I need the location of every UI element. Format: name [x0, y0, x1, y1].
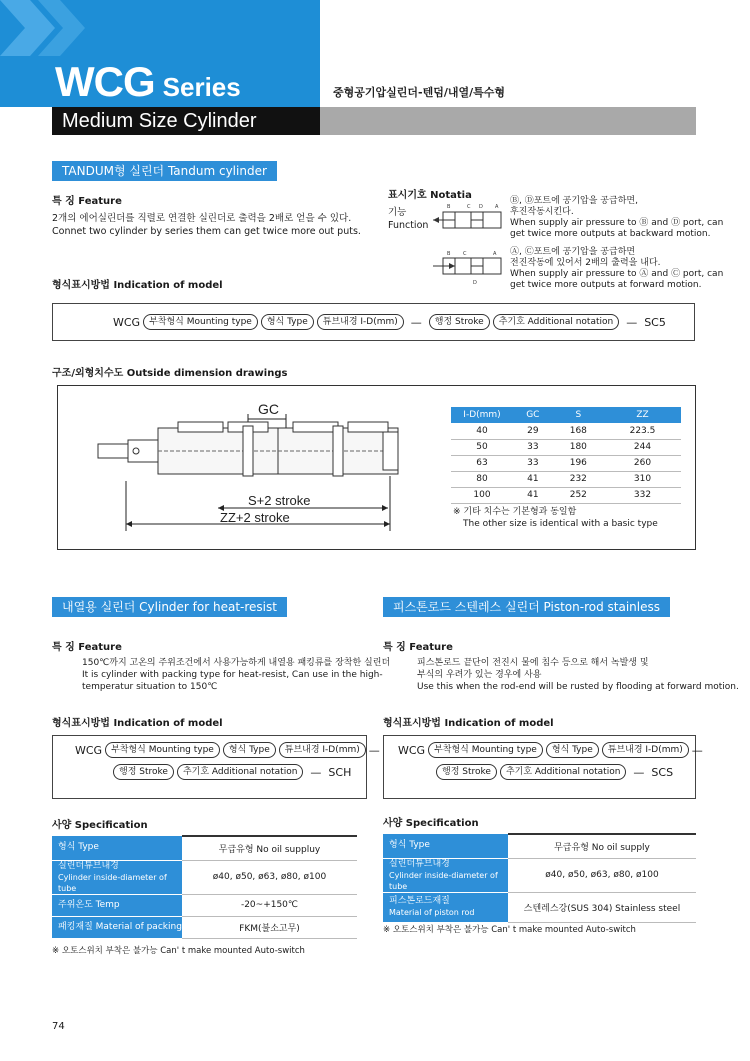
cylinder-drawing-icon	[58, 386, 448, 549]
heat-spec-label: 사양 Specification	[52, 820, 148, 831]
table-row	[451, 455, 681, 471]
stainless-model-box	[383, 735, 703, 799]
stainless-feature-text	[417, 657, 739, 693]
dimension-cell: 223.5	[604, 423, 681, 439]
dimension-cell: 50	[451, 439, 513, 455]
func2-line: When supply air pressure to Ⓐ and Ⓒ port, can	[510, 269, 724, 279]
dimension-header-cell: GC	[513, 407, 553, 423]
dimension-cell: 100	[451, 487, 513, 503]
outside-dimension-label: 구조/외형치수도 Outside dimension drawings	[52, 368, 288, 379]
symbol1-port-d: D	[479, 204, 483, 210]
tandum-feature-label: 특 징 Feature	[52, 196, 122, 207]
model-stroke-pill: 행정 Stroke	[429, 314, 490, 330]
model-suffix: SCH	[328, 765, 352, 779]
function-backward-text	[510, 196, 723, 240]
heat-model-line-2	[113, 764, 366, 780]
dimension-note-en: The other size is identical with a basic type	[463, 519, 658, 529]
spec-value: -20~+150℃	[182, 894, 357, 916]
subtitle-korean: 중형공기압실린더-텐덤/내열/특수형	[333, 86, 505, 99]
model-dash: —	[626, 315, 638, 329]
dimension-cell: 40	[451, 423, 513, 439]
model-type-pill: 형식 Type	[223, 742, 276, 758]
model-stroke-pill: 행정 Stroke	[436, 764, 497, 780]
spec-key: 형식 Type	[383, 834, 508, 858]
dimension-table	[451, 407, 681, 504]
symbol2-port-a: A	[493, 251, 497, 257]
table-row	[52, 894, 357, 916]
dimension-cell: 63	[451, 455, 513, 471]
stainless-feature-label: 특 징 Feature	[383, 642, 453, 653]
tandum-indication-label: 형식표시방법 Indication of model	[52, 280, 223, 291]
header-gray-bar	[320, 107, 696, 135]
model-dash: —	[368, 743, 380, 757]
stainless-feature-line: 피스톤로드 끝단이 전진시 물에 침수 등으로 해서 녹발생 및	[417, 658, 649, 668]
table-row	[52, 860, 357, 894]
series-title-suffix: Series	[162, 72, 241, 102]
header-banner	[0, 0, 320, 107]
tandum-model-line	[113, 314, 666, 330]
series-title	[55, 58, 241, 106]
dimension-cell: 41	[513, 471, 553, 487]
spec-key: 피스톤로드재질 Material of piston rod	[383, 892, 508, 922]
table-row	[52, 916, 357, 938]
stainless-spec-label: 사양 Specification	[383, 818, 479, 829]
symbol2-port-d: D	[473, 280, 477, 286]
table-row	[383, 834, 696, 858]
spec-key: 주위온도 Temp	[52, 894, 182, 916]
function-forward-text	[510, 247, 723, 291]
table-row	[383, 892, 696, 922]
spec-key: 실린더튜브내경 Cylinder inside-diameter of tube	[52, 860, 182, 894]
model-bore-pill: 튜브내경 I-D(mm)	[317, 314, 404, 330]
spec-key: 실린더튜브내경 Cylinder inside-diameter of tube	[383, 858, 508, 892]
heat-note: ※ 오토스위치 부착은 불가능 Can' t make mounted Auto-switch	[52, 946, 305, 956]
model-dash: —	[633, 765, 645, 779]
stainless-note: ※ 오토스위치 부착은 불가능 Can' t make mounted Auto-switch	[383, 925, 636, 935]
table-row	[451, 471, 681, 487]
symbol1-port-c: C	[467, 204, 471, 210]
dimension-cell: 33	[513, 455, 553, 471]
table-row	[451, 439, 681, 455]
symbol1-port-b: B	[447, 204, 451, 210]
model-bore-pill: 튜브내경 I-D(mm)	[602, 742, 689, 758]
model-dash: —	[410, 315, 422, 329]
model-additional-pill: 추기호 Additional notation	[493, 314, 619, 330]
model-dash: —	[691, 743, 703, 757]
spec-value: 스텐레스강(SUS 304) Stainless steel	[508, 892, 696, 922]
page-number: 74	[52, 1021, 65, 1032]
tandum-feature-en: Connet two cylinder by series them can get twice more out puts.	[52, 226, 361, 237]
dimension-cell: 252	[553, 487, 604, 503]
spec-key: 패킹재질 Material of packing	[52, 916, 182, 938]
tandum-symbol-forward-icon	[433, 248, 503, 288]
table-row	[52, 836, 357, 860]
spec-key: 형식 Type	[52, 836, 182, 860]
dimension-cell: 33	[513, 439, 553, 455]
dimension-note-kr: ※ 기타 치수는 기본형과 동일함	[453, 507, 577, 517]
table-row	[451, 487, 681, 503]
stainless-model-line-2	[436, 764, 695, 780]
table-row	[451, 423, 681, 439]
func2-line: 전진작동에 있어서 2배의 출력을 내다.	[510, 258, 661, 268]
dimension-table-header	[451, 407, 681, 423]
dimension-cell: 41	[513, 487, 553, 503]
dimension-cell: 80	[451, 471, 513, 487]
model-prefix: WCG	[398, 743, 426, 757]
model-bore-pill: 튜브내경 I-D(mm)	[279, 742, 366, 758]
stainless-feature-line: 부식의 우려가 있는 경우에 사용	[417, 670, 542, 680]
dimension-cell: 29	[513, 423, 553, 439]
dimension-drawing-box	[57, 385, 696, 550]
func1-line: Ⓑ, Ⓓ포트에 공기압을 공급하면,	[510, 196, 638, 206]
dimension-header-cell: S	[553, 407, 604, 423]
symbol2-port-b: B	[447, 251, 451, 257]
heat-feature-text	[82, 657, 390, 693]
model-dash: —	[310, 765, 322, 779]
model-additional-pill: 추기호 Additional notation	[177, 764, 303, 780]
tandum-model-box	[52, 303, 695, 341]
dimension-cell: 168	[553, 423, 604, 439]
dimension-cell: 232	[553, 471, 604, 487]
dimension-cell: 310	[604, 471, 681, 487]
dimension-cell: 244	[604, 439, 681, 455]
zz-stroke-label: ZZ+2 stroke	[220, 510, 290, 525]
tandum-symbol-backward-icon	[433, 200, 503, 238]
dimension-header-cell: ZZ	[604, 407, 681, 423]
dimension-cell: 196	[553, 455, 604, 471]
func1-line: get twice more outputs at backward motion.	[510, 229, 711, 239]
model-mounting-pill: 부착형식 Mounting type	[105, 742, 220, 758]
s-stroke-label: S+2 stroke	[248, 493, 311, 508]
symbol1-port-a: A	[495, 204, 499, 210]
function-label-kr: 기능	[388, 207, 407, 218]
model-prefix: WCG	[75, 743, 103, 757]
spec-value: 무급유형 No oil suppluy	[182, 836, 357, 860]
gc-label: GC	[258, 401, 279, 417]
dimension-cell: 332	[604, 487, 681, 503]
model-mounting-pill: 부착형식 Mounting type	[143, 314, 258, 330]
func1-line: When supply air pressure to Ⓑ and Ⓓ port, can	[510, 218, 724, 228]
heat-feature-line: 150℃까지 고온의 주위조건에서 사용가능하게 내열용 패킹류를 장착한 실린더	[82, 658, 391, 668]
dimension-header-cell: I-D(mm)	[451, 407, 513, 423]
tandum-feature-kr: 2개의 에어실린더를 직렬로 연결한 실린더로 출력을 2배로 얻을 수 있다.	[52, 213, 352, 224]
heat-feature-line: It is cylinder with packing type for heat-resist, Can use in the high-	[82, 670, 383, 680]
heat-model-line-1	[75, 742, 380, 758]
stainless-badge: 피스톤로드 스텐레스 실린더 Piston-rod stainless	[383, 597, 670, 617]
stainless-model-line-1	[398, 742, 703, 758]
dimension-cell: 180	[553, 439, 604, 455]
model-additional-pill: 추기호 Additional notation	[500, 764, 626, 780]
model-mounting-pill: 부착형식 Mounting type	[428, 742, 543, 758]
model-stroke-pill: 행정 Stroke	[113, 764, 174, 780]
spec-value: 무급유형 No oil supply	[508, 834, 696, 858]
stainless-indication-label: 형식표시방법 Indication of model	[383, 718, 554, 729]
heat-spec-table	[52, 835, 357, 939]
table-row	[383, 858, 696, 892]
subtitle-bar: Medium Size Cylinder	[52, 107, 320, 135]
stainless-feature-line: Use this when the rod-end will be rusted by flooding at forward motion.	[417, 682, 739, 692]
chevron-decoration-icon	[0, 0, 120, 60]
model-type-pill: 형식 Type	[261, 314, 314, 330]
spec-value: ø40, ø50, ø63, ø80, ø100	[182, 860, 357, 894]
tandum-badge: TANDUM형 실린더 Tandum cylinder	[52, 161, 277, 181]
spec-value: ø40, ø50, ø63, ø80, ø100	[508, 858, 696, 892]
notation-label: 표시기호 Notatia	[388, 190, 472, 201]
symbol2-port-c: C	[463, 251, 467, 257]
heat-indication-label: 형식표시방법 Indication of model	[52, 718, 223, 729]
model-suffix: SCS	[651, 765, 674, 779]
func1-line: 후진작동시킨다.	[510, 207, 574, 217]
func2-line: Ⓐ, Ⓒ포트에 공기압을 공급하면	[510, 247, 636, 257]
func2-line: get twice more outputs at forward motion.	[510, 280, 702, 290]
heat-model-box	[52, 735, 380, 799]
heat-feature-label: 특 징 Feature	[52, 642, 122, 653]
model-suffix: SC5	[644, 315, 666, 329]
series-title-main: WCG	[55, 58, 155, 105]
model-prefix: WCG	[113, 315, 141, 329]
function-label-en: Function	[388, 220, 429, 231]
heat-badge: 내열용 실린더 Cylinder for heat-resist	[52, 597, 287, 617]
spec-value: FKM(불소고무)	[182, 916, 357, 938]
heat-feature-line: temperatur situation to 150℃	[82, 682, 218, 692]
dimension-cell: 260	[604, 455, 681, 471]
model-type-pill: 형식 Type	[546, 742, 599, 758]
stainless-spec-table	[383, 833, 696, 923]
